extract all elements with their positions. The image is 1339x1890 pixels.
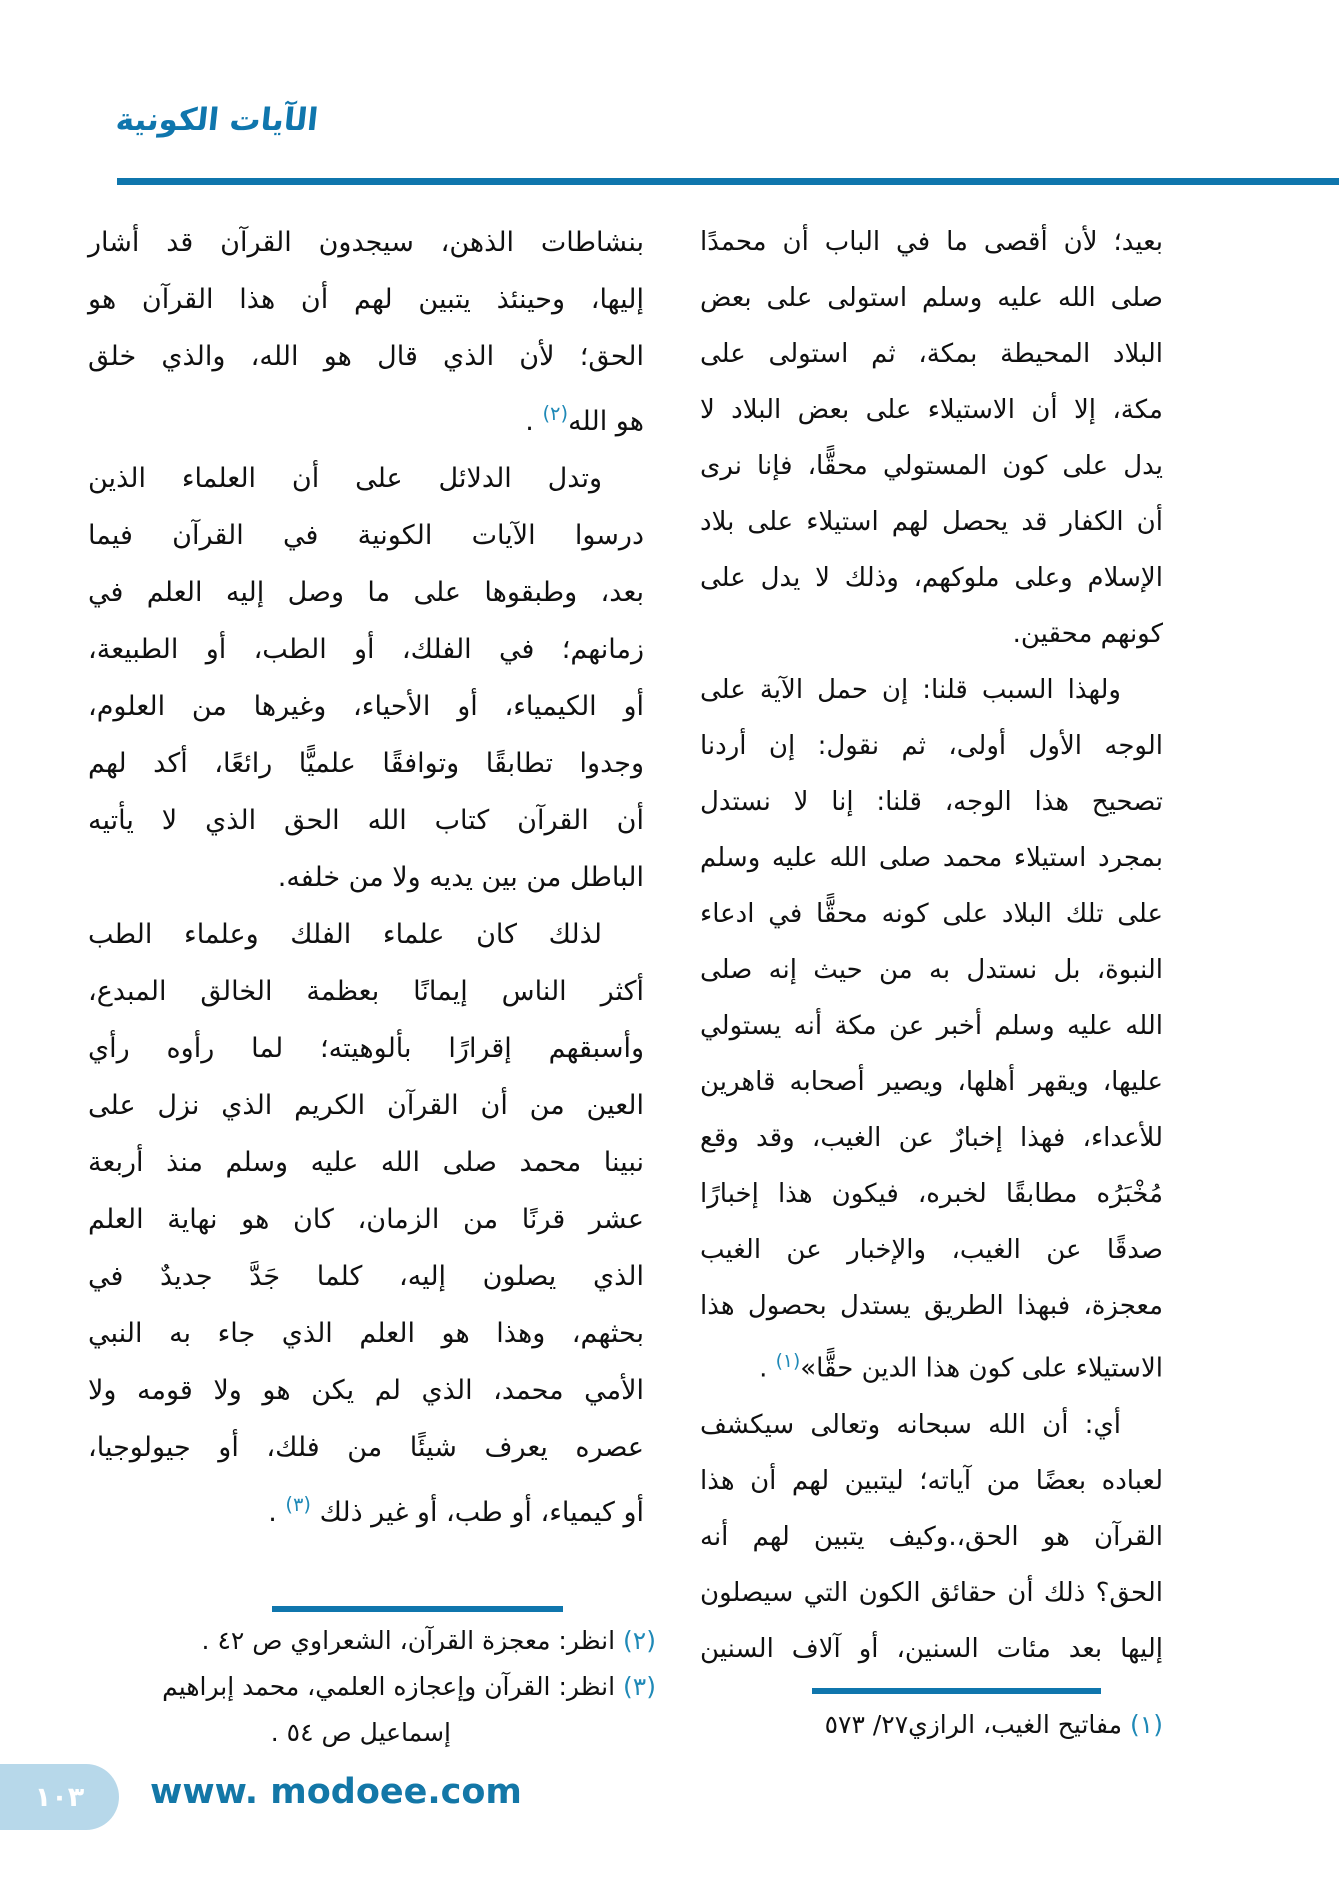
text-line: مُخْبَرُه مطابقًا لخبره، فيكون هذا إخبارًا bbox=[700, 1179, 1163, 1209]
text-line: الذي يصلون إليه، كلما جَدَّ جديدٌ في bbox=[88, 1261, 644, 1292]
text-line: بنشاطات الذهن، سيجدون القرآن قد أشار bbox=[88, 227, 644, 258]
column-right bbox=[700, 214, 1163, 1677]
website-url: www. modoee.com bbox=[150, 1772, 522, 1812]
text-run: . bbox=[525, 406, 543, 437]
text-line: أكثر الناس إيمانًا بعظمة الخالق المبدع، bbox=[88, 976, 644, 1007]
text-line: بعيد؛ لأن أقصى ما في الباب أن محمدًا bbox=[700, 227, 1163, 257]
footnote-marker: (٣) bbox=[623, 1672, 656, 1701]
text-line: وأسبقهم إقرارًا بألوهيته؛ لما رأوه رأي bbox=[88, 1033, 644, 1064]
text-line: كونهم محقين. bbox=[1012, 619, 1163, 649]
text-line: البلاد المحيطة بمكة، ثم استولى على bbox=[700, 339, 1163, 369]
footnote-text: مفاتيح الغيب، الرازي٢٧/ ٥٧٣ bbox=[824, 1710, 1123, 1739]
text-line: أي: أن الله سبحانه وتعالى سيكشف bbox=[700, 1409, 1121, 1440]
text-line: تصحيح هذا الوجه، قلنا: إنا لا نستدل bbox=[700, 787, 1163, 817]
text-line: عشر قرنًا من الزمان، كان هو نهاية العلم bbox=[88, 1204, 644, 1235]
page-number-badge bbox=[0, 1764, 119, 1830]
text-line bbox=[700, 1334, 1163, 1397]
page-number: ١٠٣ bbox=[34, 1781, 85, 1813]
text-line: أو الكيمياء، أو الأحياء، وغيرها من العلوم، bbox=[88, 691, 644, 722]
text-line: الباطل من بين يديه ولا من خلفه. bbox=[277, 862, 644, 893]
footnote-marker: (٢) bbox=[542, 402, 569, 425]
text-line: الأمي محمد، الذي لم يكن هو ولا قومه ولا bbox=[88, 1375, 644, 1406]
footnote-line bbox=[88, 1618, 656, 1664]
text-line bbox=[88, 1476, 644, 1541]
footnote-line-continuation: إسماعيل ص ٥٤ . bbox=[270, 1718, 451, 1747]
text-line: لعباده بعضًا من آياته؛ ليتبين لهم أن هذا bbox=[700, 1465, 1163, 1496]
header-rule bbox=[117, 178, 1339, 185]
footnote-marker: (١) bbox=[775, 1351, 801, 1372]
text-run: . bbox=[759, 1353, 776, 1384]
text-line: الحق؛ لأن الذي قال هو الله، والذي خلق bbox=[88, 341, 644, 372]
text-line: النبوة، بل نستدل به من حيث إنه صلى bbox=[700, 955, 1163, 985]
text-line: لذلك كان علماء الفلك وعلماء الطب bbox=[88, 919, 602, 950]
text-line: يدل على كون المستولي محقًّا، فإنا نرى bbox=[700, 451, 1163, 481]
footnote-separator-right bbox=[812, 1688, 1101, 1694]
text-line: وتدل الدلائل على أن العلماء الذين bbox=[88, 463, 602, 494]
footnote-right bbox=[700, 1702, 1163, 1748]
text-line: الوجه الأول أولى، ثم نقول: إن أردنا bbox=[700, 731, 1163, 761]
footnote-line bbox=[88, 1664, 656, 1710]
text-run: هو الله bbox=[568, 406, 644, 437]
text-run: الاستيلاء على كون هذا الدين حقًّا» bbox=[800, 1353, 1163, 1384]
text-line: إليها، وحينئذ يتبين لهم أن هذا القرآن هو bbox=[88, 284, 644, 315]
text-line: معجزة، فبهذا الطريق يستدل بحصول هذا bbox=[700, 1291, 1163, 1321]
footnote-line bbox=[700, 1702, 1163, 1748]
text-line: أن القرآن كتاب الله الحق الذي لا يأتيه bbox=[88, 805, 644, 836]
text-line: الإسلام وعلى ملوكهم، وذلك لا يدل على bbox=[700, 563, 1163, 593]
footnote-marker: (٣) bbox=[285, 1493, 312, 1516]
text-line: عصره يعرف شيئًا من فلك، أو جيولوجيا، bbox=[88, 1432, 644, 1463]
text-run: أو كيمياء، أو طب، أو غير ذلك bbox=[311, 1497, 644, 1528]
text-line: الحق؟ ذلك أن حقائق الكون التي سيصلون bbox=[700, 1577, 1163, 1608]
text-line: العين من أن القرآن الكريم الذي نزل على bbox=[88, 1090, 644, 1121]
footnote-marker: (١) bbox=[1130, 1710, 1163, 1739]
footnote-text: انظر: القرآن وإعجازه العلمي، محمد إبراهيم bbox=[162, 1672, 616, 1701]
text-line: صلى الله عليه وسلم استولى على بعض bbox=[700, 283, 1163, 313]
text-line: إليها بعد مئات السنين، أو آلاف السنين bbox=[700, 1633, 1163, 1664]
text-line: بعد، وطبقوها على ما وصل إليه العلم في bbox=[88, 577, 644, 608]
footnote-left bbox=[88, 1618, 656, 1756]
text-line: صدقًا عن الغيب، والإخبار عن الغيب bbox=[700, 1235, 1163, 1265]
footnote-text: انظر: معجزة القرآن، الشعراوي ص ٤٢ . bbox=[201, 1626, 616, 1655]
text-line: بحثهم، وهذا هو العلم الذي جاء به النبي bbox=[88, 1318, 644, 1349]
text-line: عليها، ويقهر أهلها، ويصير أصحابه قاهرين bbox=[700, 1067, 1163, 1097]
text-line: درسوا الآيات الكونية في القرآن فيما bbox=[88, 520, 644, 551]
footnote-separator-left bbox=[272, 1606, 563, 1612]
page-title: الآيات الكونية bbox=[114, 102, 320, 138]
text-line: القرآن هو الحق،.وكيف يتبين لهم أنه bbox=[700, 1521, 1163, 1552]
text-line: وجدوا تطابقًا وتوافقًا علميًّا رائعًا، أكد لهم bbox=[88, 748, 644, 779]
text-run: . bbox=[268, 1497, 286, 1528]
footnote-marker: (٢) bbox=[623, 1626, 656, 1655]
text-line: ولهذا السبب قلنا: إن حمل الآية على bbox=[700, 675, 1121, 705]
text-line: زمانهم؛ في الفلك، أو الطب، أو الطبيعة، bbox=[88, 634, 644, 665]
text-line: على تلك البلاد على كونه محقًّا في ادعاء bbox=[700, 899, 1163, 929]
text-line bbox=[88, 385, 644, 450]
text-line: مكة، إلا أن الاستيلاء على بعض البلاد لا bbox=[700, 395, 1163, 425]
text-line: بمجرد استيلاء محمد صلى الله عليه وسلم bbox=[700, 843, 1163, 873]
text-line: للأعداء، فهذا إخبارٌ عن الغيب، وقد وقع bbox=[700, 1123, 1163, 1153]
text-line: الله عليه وسلم أخبر عن مكة أنه يستولي bbox=[700, 1011, 1163, 1041]
text-line: أن الكفار قد يحصل لهم استيلاء على بلاد bbox=[700, 507, 1163, 537]
text-line: نبينا محمد صلى الله عليه وسلم منذ أربعة bbox=[88, 1147, 644, 1178]
column-left bbox=[88, 214, 644, 1541]
